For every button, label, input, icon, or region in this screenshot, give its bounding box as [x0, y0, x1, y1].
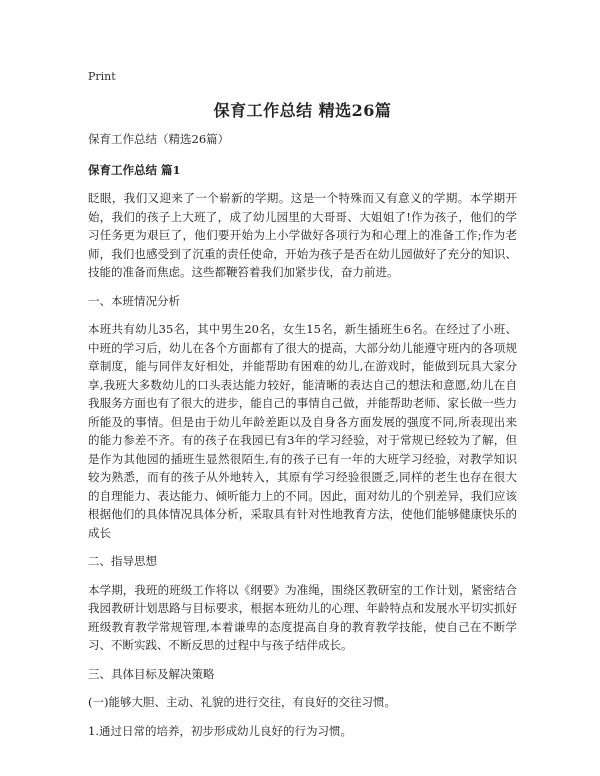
print-label[interactable]: Print	[88, 70, 116, 83]
document-subtitle: 保育工作总结（精选26篇）	[88, 132, 230, 146]
class-analysis-paragraph: 本班共有幼儿35名，其中男生20名，女生15名，新生插班生6名。在经过了小班、中班的学习后，幼儿在各个方面都有了很大的提高，大部分幼儿能遵守班内的各项规章制度，能与同伴友好相处，并能帮助有困难的幼儿,在游戏时，能做到玩具大家分享,我班大多数幼儿的口头表达能力较好，能清晰的表达自己的想法和意愿,幼儿在自我服务方面也有了很大的进步，能自己的事情自己做，并能帮助老师、家长做一些力所能及的事情。但是由于幼儿年龄差距以及自身各方面发展的强度不同,所表现出来的能力参差不齐。有的孩子在我园已有3年的学习经验，对于常规已经较为了解，但是作为其他园的插班生显然很陌生,有的孩子已有一年的大班学习经验，对教学知识较为熟悉，而有的孩子从外地转入，其原有学习经验很匮乏,同样的老生也存在很大的自理能力、表达能力、倾听能力上的不同。因此，面对幼儿的个别差异，我们应该根据他们的具体情况具体分析，采取具有针对性地教育方法，使他们能够健康快乐的成长	[88, 322, 517, 540]
section-title: 保育工作总结 篇1	[88, 162, 181, 177]
document-body	[88, 130, 517, 750]
intro-paragraph: 眨眼，我们又迎来了一个崭新的学期。这是一个特殊而又有意义的学期。本学期开始，我们的孩子上大班了，成了幼儿园里的大哥哥、大姐姐了!作为孩子，他们的学习任务更为艰巨了，他们要开始为上小学做好各项行为和心理上的准备工作;作为老师，我们也感受到了沉重的责任使命，开始为孩子是否在幼儿园做好了充分的知识、技能的准备而焦虑。这些都鞭笞着我们加紧步伐，奋力前进。	[88, 191, 517, 279]
guiding-ideas-paragraph: 本学期，我班的班级工作将以《纲要》为准绳，围绕区教研室的工作计划，紧密结合我园教研计划思路与目标要求，根据本班幼儿的心理、年龄特点和发展水平切实抓好班级教育教学常规管理,本着谦卑的态度提高自身的教育教学技能，使自己在不断学习、不断实践、不断反思的过程中与孩子结伴成长。	[88, 582, 517, 652]
heading-guiding-ideas: 二、指导思想	[88, 554, 157, 568]
heading-class-analysis: 一、本班情况分析	[88, 293, 180, 308]
heading-goals-strategies: 三、具体目标及解决策略	[88, 666, 215, 681]
goal-item-2: 1.通过日常的培养，初步形成幼儿良好的行为习惯。	[88, 723, 352, 738]
goal-item-1: (一)能够大胆、主动、礼貌的进行交往，有良好的交往习惯。	[88, 695, 396, 709]
document-title: 保育工作总结 精选26篇	[213, 101, 392, 120]
